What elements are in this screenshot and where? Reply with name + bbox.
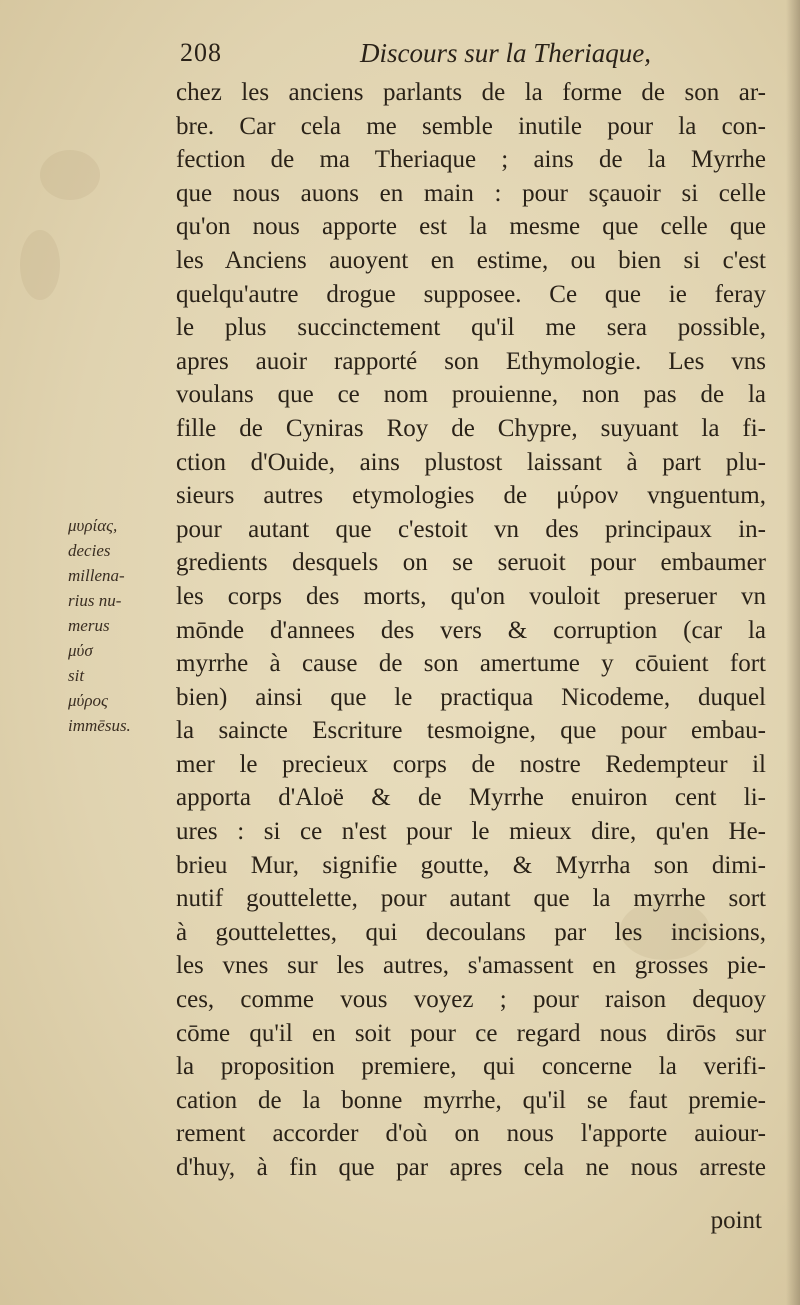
text-line: apres auoir rapporté son Ethymologie. Les vns bbox=[176, 347, 766, 375]
text-line: cōme qu'il en soit pour ce regard nous dirōs sur bbox=[176, 1019, 766, 1047]
text-line: myrrhe à cause de son amertume y cōuient fort bbox=[176, 650, 766, 678]
text-line: ces, comme vous voyez ; pour raison dequoy bbox=[176, 986, 766, 1014]
text-line: fection de ma Theriaque ; ains de la Myrrhe bbox=[176, 146, 766, 174]
paper-stain bbox=[40, 150, 100, 200]
text-line: les corps des morts, qu'on vouloit preseruer vn bbox=[176, 582, 766, 610]
text-line: brieu Mur, signifie goutte, & Myrrha son dimi- bbox=[176, 851, 766, 879]
text-line: que nous auons en main : pour sçauoir si celle bbox=[176, 179, 766, 207]
text-line: ures : si ce n'est pour le mieux dire, qu'en He- bbox=[176, 818, 766, 846]
text-line: sieurs autres etymologies de μύρον vnguentum, bbox=[176, 482, 766, 510]
body-text bbox=[176, 76, 766, 1185]
running-title: Discours sur la Theriaque, bbox=[360, 38, 652, 68]
text-line: mōnde d'annees des vers & corruption (car la bbox=[176, 616, 766, 644]
marginal-note-line: μυρίας, bbox=[68, 516, 118, 535]
text-line: apporta d'Aloë & de Myrrhe enuiron cent li- bbox=[176, 784, 766, 812]
text-line: bre. Car cela me semble inutile pour la con- bbox=[176, 112, 766, 140]
text-line: la saincte Escriture tesmoigne, que pour embau- bbox=[176, 717, 766, 745]
marginal-note-line: μύσ bbox=[68, 641, 93, 660]
text-line: qu'on nous apporte est la mesme que celle que bbox=[176, 213, 766, 241]
text-line: bien) ainsi que le practiqua Nicodeme, duquel bbox=[176, 683, 766, 711]
text-line: la proposition premiere, qui concerne la verifi- bbox=[176, 1053, 766, 1081]
text-line: voulans que ce nom prouienne, non pas de la bbox=[176, 381, 766, 409]
text-line: à gouttelettes, qui decoulans par les incisions, bbox=[176, 918, 766, 946]
text-line: gredients desquels on se seruoit pour embaumer bbox=[176, 549, 766, 577]
text-line: rement accorder d'où on nous l'apporte auiour- bbox=[176, 1120, 766, 1148]
marginal-note-line: rius nu- bbox=[68, 591, 122, 610]
text-line: le plus succinctement qu'il me sera possible, bbox=[176, 314, 766, 342]
paper-stain bbox=[20, 230, 60, 300]
text-line: quelqu'autre drogue supposee. Ce que ie feray bbox=[176, 280, 766, 308]
text-line: nutif gouttelette, pour autant que la myrrhe sort bbox=[176, 885, 766, 913]
marginal-note-line: sit bbox=[68, 666, 85, 685]
text-line: les vnes sur les autres, s'amassent en grosses pie- bbox=[176, 952, 766, 980]
text-line: pour autant que c'estoit vn des principaux in- bbox=[176, 515, 766, 543]
marginal-note-line: millena- bbox=[68, 566, 125, 585]
text-line: ction d'Ouide, ains plustost laissant à part plu- bbox=[176, 448, 766, 476]
marginal-note-line: merus bbox=[68, 616, 110, 635]
text-line: d'huy, à fin que par apres cela ne nous arreste bbox=[176, 1154, 766, 1181]
marginal-note-line: immēsus. bbox=[68, 716, 131, 735]
marginal-note bbox=[68, 513, 176, 738]
text-line: fille de Cyniras Roy de Chypre, suyuant la fi- bbox=[176, 414, 766, 442]
catchword: point bbox=[710, 1207, 762, 1234]
marginal-note-line: decies bbox=[68, 541, 111, 560]
page-number: 208 bbox=[180, 38, 222, 67]
text-line: les Anciens auoyent en estime, ou bien si c'est bbox=[176, 246, 766, 274]
text-line: mer le precieux corps de nostre Redempteur il bbox=[176, 750, 766, 778]
text-line: chez les anciens parlants de la forme de son ar- bbox=[176, 79, 766, 106]
text-line: cation de la bonne myrrhe, qu'il se faut premie- bbox=[176, 1086, 766, 1114]
page-gutter-shadow bbox=[786, 0, 800, 1305]
marginal-note-line: μύρος bbox=[68, 691, 108, 710]
